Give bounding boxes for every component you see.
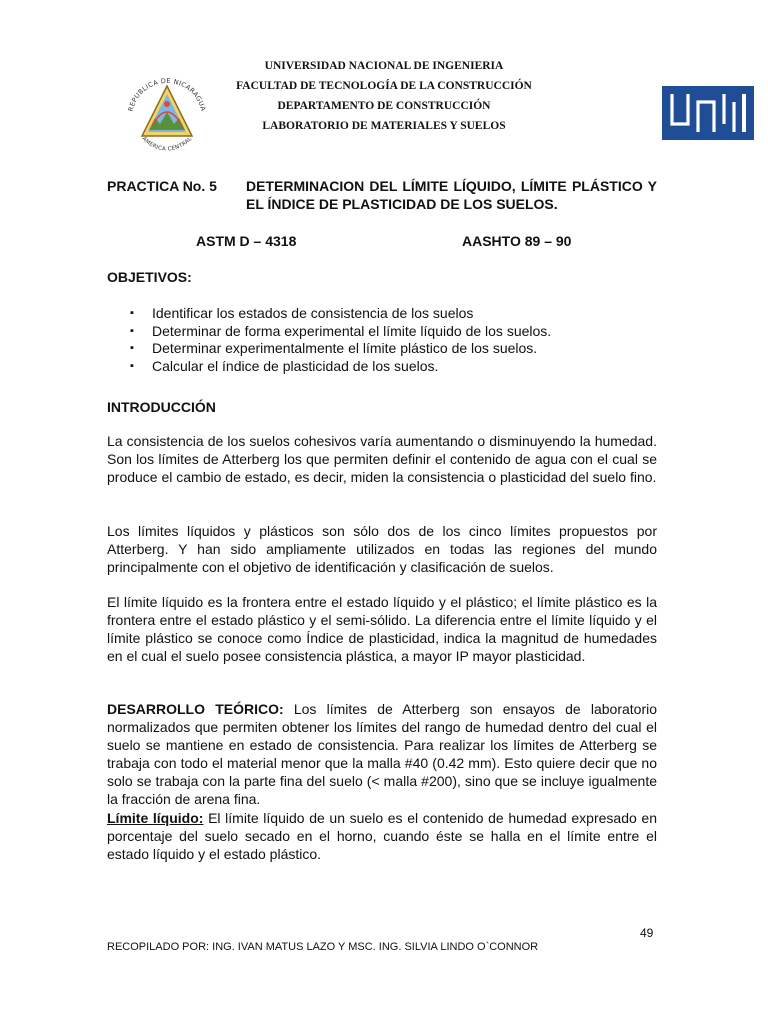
footer-credit: RECOPILADO POR: ING. IVAN MATUS LAZO Y MSC. ING. SILVIA LINDO O`CONNOR (107, 941, 539, 953)
nicaragua-seal-icon (122, 70, 212, 160)
list-item: ▪ Determinar experimentalmente el límite plástico de los suelos. (130, 340, 538, 356)
introduction-heading: INTRODUCCIÓN (107, 399, 216, 415)
institution-header (200, 56, 568, 136)
aashto-standard: AASHTO 89 – 90 (462, 233, 572, 249)
department-name: DEPARTAMENTO DE CONSTRUCCIÓN (277, 100, 491, 112)
theory-text: Los límites de Atterberg son ensayos de laboratorio normalizados que permiten obtener los límites del rango de humedad dentro del cual el suelo se mantiene en estado de consistencia. Para realizar los límites de Atterberg se trabaja con todo el material menor que la malla #40 (0.42 mm). Esto quiere decir que no solo se trabaja con la parte fina del suelo (< malla #200), sino que se incluye igualmente la fracción de arena fina. (107, 701, 658, 807)
svg-text:AMERICA CENTRAL: AMERICA CENTRAL (140, 136, 194, 153)
theory-heading: DESARROLLO TEÓRICO: (107, 701, 284, 717)
uni-logo-icon (662, 86, 754, 140)
list-item: ▪ Determinar de forma experimental el límite líquido de los suelos. (130, 322, 552, 339)
bullet-icon: ▪ (130, 307, 134, 319)
introduction-paragraph: La consistencia de los suelos cohesivos varía aumentando o disminuyendo la humedad. Son los límites de Atterberg los que permiten definir el contenido de agua con el cual se produce el cambio de estado, es decir, miden la consistencia o plasticidad del suelo fino. (107, 433, 657, 485)
university-name: UNIVERSIDAD NACIONAL DE INGENIERIA (264, 60, 504, 72)
liquid-limit-label: Límite líquido: (107, 810, 204, 826)
objectives-list (130, 305, 670, 375)
liquid-limit-paragraph (107, 809, 657, 863)
introduction-paragraph: Los límites líquidos y plásticos son sólo dos de los cinco límites propuestos por Atterberg. Y han sido ampliamente utilizados en todas las regiones del mundo principalmente con el objetivo de identificación y clasificación de suelos. (107, 523, 657, 575)
bullet-icon: ▪ (130, 324, 134, 337)
liquid-limit-text: El límite líquido de un suelo es el contenido de humedad expresado en porcentaje del suelo secado en el horno, cuando éste se halla en el límite entre el estado líquido y el estado plástico. (107, 810, 657, 862)
theory-paragraph (107, 700, 657, 808)
practice-title: DETERMINACION DEL LÍMITE LÍQUIDO, LÍMITE PLÁSTICO Y EL ÍNDICE DE PLASTICIDAD DE LOS SUELOS. (246, 178, 657, 212)
bullet-icon: ▪ (130, 359, 134, 372)
laboratory-name: LABORATORIO DE MATERIALES Y SUELOS (262, 120, 506, 132)
faculty-name: FACULTAD DE TECNOLOGÍA DE LA CONSTRUCCIÓN (236, 80, 532, 92)
bullet-icon: ▪ (130, 342, 134, 354)
practice-number: PRACTICA No. 5 (107, 178, 217, 194)
introduction-paragraph: El límite líquido es la frontera entre el estado líquido y el plástico; el límite plástico es la frontera entre el estado plástico y el semi-sólido. La diferencia entre el límite líquido y el límite plástico se conoce como Índice de plasticidad, indica la magnitud de humedades en el cual el suelo posee consistencia plástica, a mayor IP mayor plasticidad. (107, 594, 657, 664)
page-number: 49 (640, 926, 654, 940)
astm-standard: ASTM D – 4318 (196, 233, 297, 249)
svg-text:REPUBLICA DE NICARAGUA: REPUBLICA DE NICARAGUA (126, 76, 208, 113)
list-item: ▪ Identificar los estados de consistencia de los suelos (130, 305, 474, 321)
list-item: ▪ Calcular el índice de plasticidad de los suelos. (130, 357, 439, 374)
objectives-heading: OBJETIVOS: (107, 269, 192, 285)
